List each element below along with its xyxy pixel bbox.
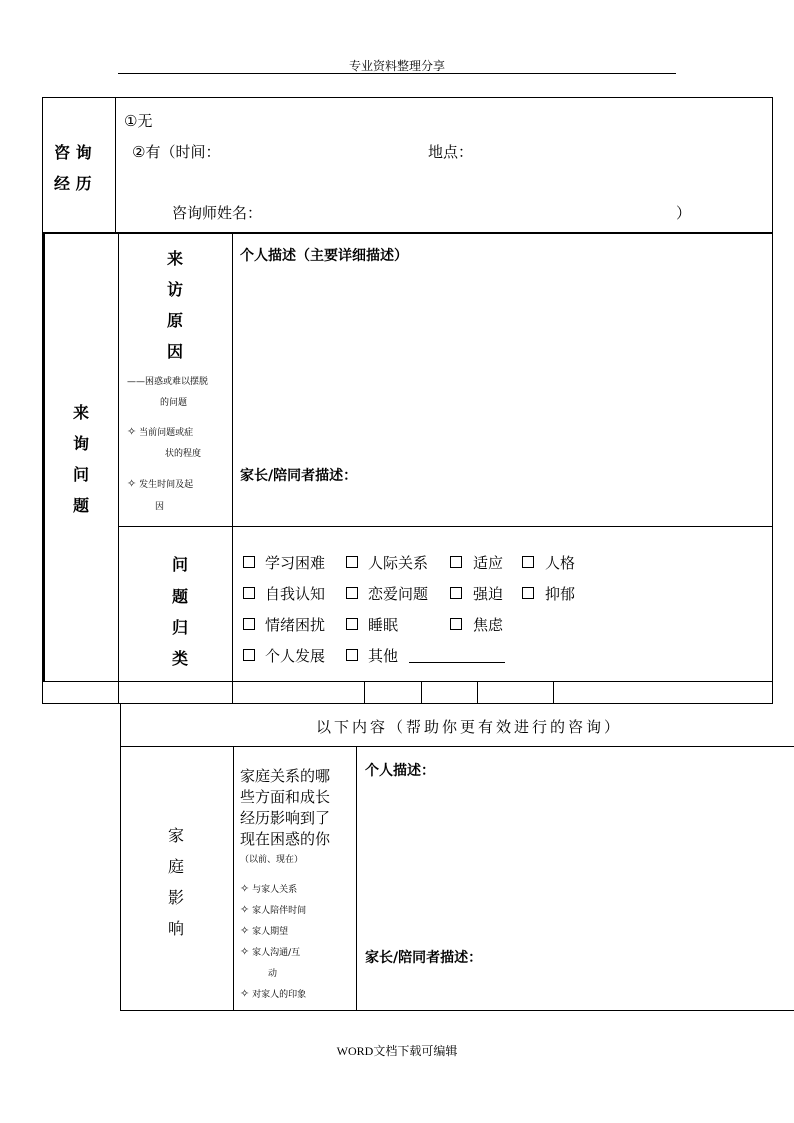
category-checkbox[interactable] (243, 618, 255, 630)
hint-text: 动 (268, 969, 278, 979)
category-label-char: 归 (171, 618, 188, 637)
table-border (120, 703, 121, 1011)
option-none: ①无 (124, 112, 153, 130)
reason-note: 的问题 (160, 398, 188, 408)
visit-issue-label-char: 来 (72, 403, 89, 422)
family-section-banner: 以下内容（帮助你更有效进行的咨询） (316, 718, 623, 736)
visit-issue-label-char: 题 (72, 496, 89, 515)
category-checkbox[interactable] (243, 649, 255, 661)
table-border (115, 97, 116, 233)
table-border (421, 681, 422, 703)
table-border (42, 97, 773, 98)
option-yes: ②有（时间： (132, 143, 221, 161)
diamond-bullet-icon: ✧ (127, 425, 137, 438)
hint-text: 状的程度 (165, 449, 202, 459)
family-label-char: 影 (167, 888, 184, 907)
hint-item (240, 924, 288, 937)
category-checkbox[interactable] (346, 556, 358, 568)
table-border (232, 233, 233, 703)
table-border (772, 97, 773, 703)
hint-item (240, 903, 306, 916)
page-header: 专业资料整理分享 (348, 59, 445, 73)
hint-text: 与家人关系 (252, 885, 298, 895)
table-border (42, 703, 773, 704)
category-option: 焦虑 (473, 616, 504, 634)
category-checkbox[interactable] (243, 587, 255, 599)
family-parent-description-label: 家长/陪同者描述： (365, 950, 483, 966)
counselor-name-label: 咨询师姓名： (172, 204, 263, 222)
category-checkbox[interactable] (346, 649, 358, 661)
family-question-line: 家庭关系的哪 (240, 767, 331, 785)
location-label: 地点： (428, 143, 474, 161)
category-option: 自我认知 (265, 585, 326, 603)
hint-text: 发生时间及起 (139, 480, 194, 490)
table-border (42, 681, 773, 682)
other-fill-blank[interactable] (409, 662, 505, 663)
family-question-note: （以前、现在） (240, 855, 304, 865)
family-personal-description-label: 个人描述： (365, 763, 435, 779)
table-border (477, 681, 478, 703)
family-question-line: 经历影响到了 (240, 809, 331, 827)
reason-label-char: 原 (166, 311, 183, 330)
category-checkbox[interactable] (522, 587, 534, 599)
category-option: 恋爱问题 (368, 585, 429, 603)
table-border (364, 681, 365, 703)
header-rule (118, 73, 676, 74)
close-paren: ） (676, 204, 692, 222)
category-option: 其他 (368, 647, 399, 665)
reason-label-char: 访 (166, 280, 183, 299)
reason-label-char: 来 (166, 249, 183, 268)
family-label-char: 庭 (167, 857, 184, 876)
family-question-line: 些方面和成长 (240, 788, 331, 806)
category-checkbox[interactable] (450, 618, 462, 630)
family-label-char: 家 (167, 826, 184, 845)
hint-item (127, 425, 193, 438)
personal-description-label: 个人描述（主要详细描述） (240, 248, 408, 264)
family-label-char: 响 (167, 919, 184, 938)
consult-history-label-2: 经 历 (54, 174, 92, 193)
category-label-char: 问 (171, 555, 188, 574)
hint-text: 家人沟通/互 (252, 948, 301, 958)
parent-description-label: 家长/陪同者描述： (240, 468, 358, 484)
diamond-bullet-icon: ✧ (240, 987, 250, 1000)
visit-issue-label-char: 问 (72, 465, 89, 484)
consult-history-label-1: 咨 询 (54, 143, 92, 162)
category-option: 人格 (545, 554, 576, 572)
category-option: 睡眠 (368, 616, 399, 634)
diamond-bullet-icon: ✧ (240, 882, 250, 895)
category-label-char: 类 (171, 649, 188, 668)
table-border (118, 526, 773, 527)
family-question-line: 现在困惑的你 (240, 830, 331, 848)
category-checkbox[interactable] (450, 556, 462, 568)
hint-text: 家人陪伴时间 (252, 906, 307, 916)
table-border (356, 746, 357, 1011)
diamond-bullet-icon: ✧ (127, 477, 137, 490)
hint-text: 家人期望 (252, 927, 289, 937)
category-checkbox[interactable] (450, 587, 462, 599)
table-border (43, 233, 45, 681)
category-option: 情绪困扰 (265, 616, 326, 634)
category-option: 强迫 (473, 585, 504, 603)
hint-item (127, 477, 193, 490)
diamond-bullet-icon: ✧ (240, 924, 250, 937)
table-border (118, 233, 119, 703)
category-option: 人际关系 (368, 554, 429, 572)
hint-text: 当前问题或症 (139, 428, 194, 438)
hint-item (240, 882, 297, 895)
category-option: 个人发展 (265, 647, 326, 665)
category-checkbox[interactable] (346, 618, 358, 630)
hint-item (240, 987, 306, 1000)
table-border (120, 746, 794, 747)
diamond-bullet-icon: ✧ (240, 945, 250, 958)
category-option: 适应 (473, 554, 504, 572)
hint-item (240, 945, 300, 958)
reason-label-char: 因 (166, 342, 183, 361)
hint-text: 对家人的印象 (252, 990, 307, 1000)
hint-text: 因 (155, 502, 165, 512)
category-option: 抑郁 (545, 585, 576, 603)
category-checkbox[interactable] (522, 556, 534, 568)
table-border (553, 681, 554, 703)
reason-note: ——困惑或难以摆脱 (127, 377, 209, 387)
visit-issue-label-char: 询 (72, 434, 89, 453)
category-option: 学习困难 (265, 554, 326, 572)
category-label-char: 题 (171, 587, 188, 606)
category-checkbox[interactable] (243, 556, 255, 568)
diamond-bullet-icon: ✧ (240, 903, 250, 916)
category-checkbox[interactable] (346, 587, 358, 599)
table-border (42, 232, 773, 234)
page-footer: WORD文档下载可编辑 (336, 1044, 458, 1058)
table-border (120, 1010, 794, 1011)
table-border (233, 746, 234, 1011)
